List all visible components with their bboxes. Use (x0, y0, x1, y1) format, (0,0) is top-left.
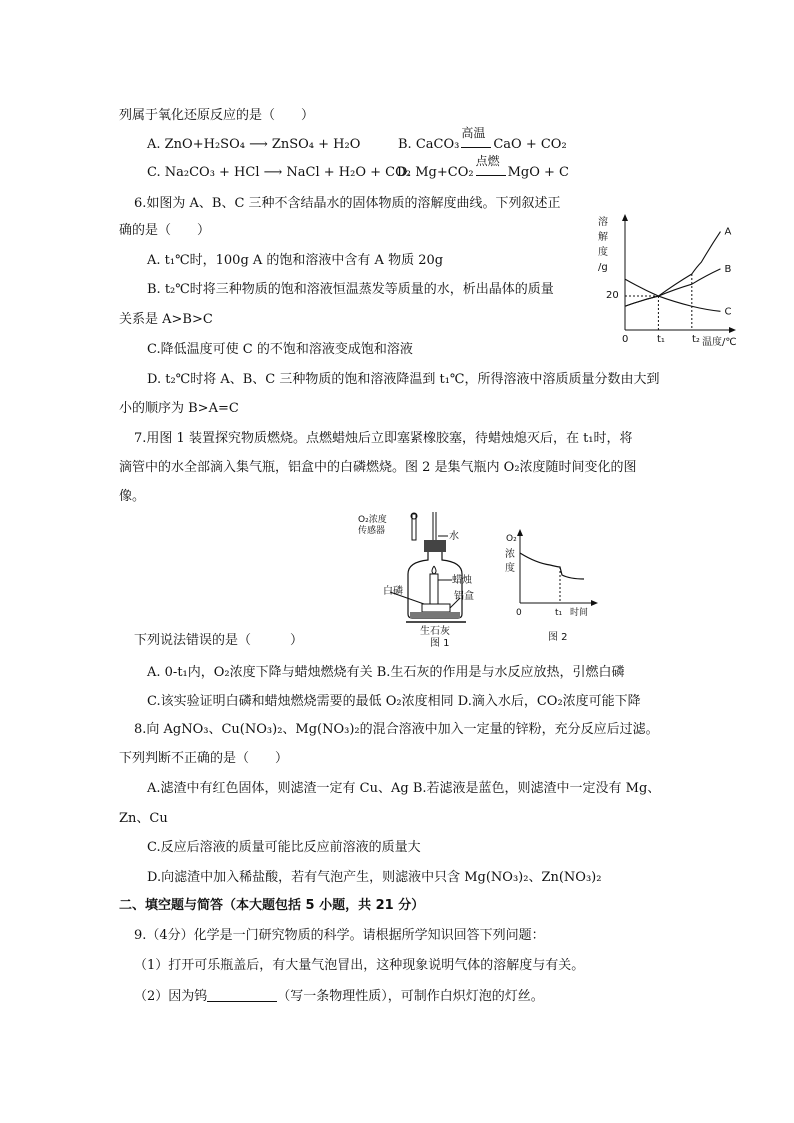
q6-stem-line1: 6.如图为 A、B、C 三种不含结晶水的固体物质的溶解度曲线。下列叙述正 (134, 196, 561, 211)
q7-options-ab: A. 0-t₁内，O₂浓度下降与蜡烛燃烧有关 B.生石灰的作用是与水反应放热，引燃白磷 (147, 665, 625, 680)
x-tick-t2: t₂ (692, 334, 700, 345)
figure-2-o2-chart (498, 527, 608, 647)
q6-option-a: A. t₁℃时，100g A 的饱和溶液中含有 A 物质 20g (147, 253, 444, 268)
q5-option-d: D. Mg+CO₂ 点燃 MgO + C (397, 154, 569, 180)
q8-stem-line1: 8.向 AgNO₃、Cu(NO₃)₂、Mg(NO₃)₂的混合溶液中加入一定量的锌粉，充分反应后过滤。 (134, 722, 659, 737)
q6-option-b-line2: 关系是 A>B>C (119, 312, 213, 327)
y-tick-20: 20 (606, 290, 619, 301)
origin-label: 0 (622, 334, 629, 345)
fig2-ylabel-2: 浓 (505, 549, 515, 560)
q8-stem-line2: 下列判断不正确的是（ ） (119, 751, 289, 766)
q9-part-1: （1）打开可乐瓶盖后，有大量气泡冒出，这种现象说明气体的溶解度与有关。 (134, 958, 585, 973)
candle-flame (432, 566, 436, 574)
q8-option-c: C.反应后溶液的质量可能比反应前溶液的质量大 (147, 840, 421, 855)
x-axis-arrow (729, 327, 736, 333)
q9-stem: 9.（4分）化学是一门研究物质的科学。请根据所学知识回答下列问题： (134, 928, 545, 943)
q5-option-d-condition: 点燃 (475, 154, 500, 168)
y-label-char-2: 解 (598, 232, 608, 243)
quicklime (410, 612, 460, 618)
q8-options-ab-line2: Zn、Cu (119, 811, 168, 826)
figure-1-apparatus (356, 510, 486, 648)
q5-stem: 列属于氧化还原反应的是（ ） (119, 108, 315, 123)
x-axis-label: 温度/℃ (702, 337, 737, 346)
q8-option-d: D.向滤渣中加入稀盐酸，若有气泡产生，则滤液中只含 Mg(NO₃)₂、Zn(NO₃)₂ (147, 870, 602, 885)
q8-options-ab-line1: A.滤渣中有红色固体，则滤渣一定有 Cu、Ag B.若滤液是蓝色，则滤渣中一定没有 Mg、 (147, 781, 661, 796)
candle-label: 蜡烛 (452, 575, 472, 586)
fig2-ylabel-3: 度 (505, 563, 515, 574)
solubility-chart (592, 210, 742, 346)
al-box-label: 铝盒 (454, 591, 474, 602)
x-tick-t1: t₁ (657, 334, 665, 345)
q9-part-2: （2）因为钨 （写一条物理性质），可制作白炽灯泡的灯丝。 (134, 989, 544, 1004)
q5-option-a: A. ZnO+H₂SO₄ ⟶ ZnSO₄ + H₂O (147, 137, 361, 152)
q7-stem-line3: 像。 (119, 489, 146, 504)
figure-1-caption: 图 1 (430, 638, 450, 648)
section-2-heading: 二、填空题与简答（本大题包括 5 小题，共 21 分） (119, 898, 425, 913)
fig2-origin: 0 (516, 608, 522, 618)
rubber-stopper (424, 540, 446, 552)
o2-curve (520, 553, 584, 579)
candle (430, 574, 438, 604)
y-label-char-3: 度 (598, 247, 608, 258)
y-axis-arrow (622, 214, 628, 221)
y-axis-label (598, 215, 608, 273)
q7-stem-line1: 7.用图 1 装置探究物质燃烧。点燃蜡烛后立即塞紧橡胶塞，待蜡烛熄灭后，在 t₁时，将 (134, 431, 633, 446)
q7-ask: 下列说法错误的是（ ） (134, 633, 304, 648)
chart-plot-area (625, 227, 731, 330)
series-A-label: A (724, 226, 732, 238)
aluminum-box (422, 604, 450, 612)
q6-option-c: C.降低温度可使 C 的不饱和溶液变成饱和溶液 (147, 342, 413, 357)
phosphorus-label: 白磷 (383, 586, 403, 597)
q5-option-b: B. CaCO₃ 高温 CaO + CO₂ (398, 126, 567, 152)
series-A-line (625, 232, 720, 307)
q9-answer-blank[interactable] (207, 987, 277, 1002)
water-label: 水 (449, 531, 459, 542)
fig2-xlabel: 时间 (570, 608, 589, 618)
y-label-char-1: 溶 (598, 217, 608, 228)
sensor-probe (412, 514, 416, 540)
series-C-label: C (724, 306, 732, 318)
y-label-char-4: /g (598, 262, 608, 273)
q6-option-b-line1: B. t₂℃时将三种物质的饱和溶液恒温蒸发等质量的水，析出晶体的质量 (147, 282, 554, 297)
series-B-label: B (724, 263, 732, 275)
q6-option-d-line1: D. t₂℃时将 A、B、C 三种物质的饱和溶液降温到 t₁℃，所得溶液中溶质质量分数由大到 (147, 372, 660, 387)
q7-options-cd: C.该实验证明白磷和蜡烛燃烧需要的最低 O₂浓度相同 D.滴入水后，CO₂浓度可能下降 (147, 694, 641, 709)
sensor-label-2: 传感器 (358, 526, 386, 536)
sensor-label: O₂浓度 (358, 515, 387, 525)
quicklime-label: 生石灰 (420, 626, 450, 637)
q5-option-b-condition: 高温 (461, 126, 486, 140)
q5-option-c: C. Na₂CO₃ + HCl ⟶ NaCl + H₂O + CO₂ (147, 165, 411, 180)
fig2-ylabel-1: O₂ (506, 534, 517, 544)
q6-stem-line2: 确的是（ ） (119, 223, 211, 238)
q7-stem-line2: 滴管中的水全部滴入集气瓶，铝盒中的白磷燃烧。图 2 是集气瓶内 O₂浓度随时间变化的图 (119, 460, 637, 475)
q6-option-d-line2: 小的顺序为 B>A=C (119, 401, 239, 416)
fig2-t1: t₁ (555, 608, 563, 618)
figure-2-caption: 图 2 (548, 632, 568, 643)
series-C-line (625, 279, 720, 311)
